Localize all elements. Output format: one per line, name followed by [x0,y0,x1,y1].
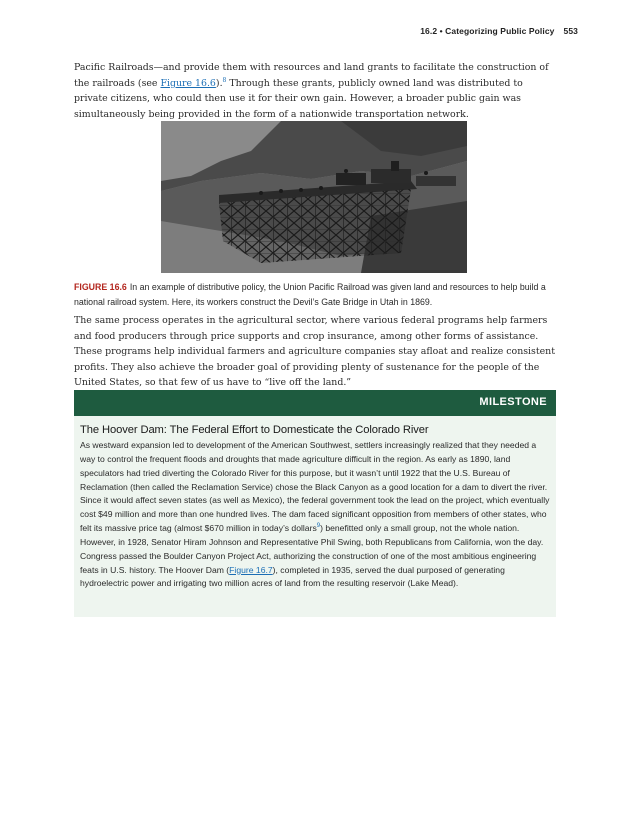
para1-text-mid: ). [215,77,223,89]
para1-text-start: Pacific Railroads—and provide them with resources and land grants to facilitate the construction of the railroads (see [74,62,549,89]
figure-16-6-link[interactable]: Figure 16.6 [160,77,216,89]
figure-label: FIGURE 16.6 [74,282,127,292]
milestone-body [80,439,550,591]
milestone-text-start: As westward expansion led to development of the American Southwest, settlers increasingly realized that they needed a way to control the frequent floods and droughts that made agriculture difficult in the region. As early as 1890, land speculators had tried diverting the Colorado River for this purpose, but it wasn’t until 1922 that the U.S. Bureau of Reclamation (then called the Reclamation Service) chose the Black Canyon as a good location for a dam to divert the river. Since it would affect seven states (as well as Mexico), the federal government took the lead on the project, which eventually cost $49 million and more than one hundred lives. The dam faced significant opposition from members of other states, who felt its massive price tag (almost $670 million in today’s dollars [80,440,550,534]
milestone-label: MILESTONE [479,396,547,408]
milestone-text-mid: ) benefitted only a small group, not the whole nation. However, in 1928, Senator Hiram Johnson and Representative Phil Swing, both Republicans from California, won the day. Congress passed the Boulder Canyon Project Act, authorizing the construction of one of the most ambitious engineering feats in U.S. history. The Hoover Dam ( [80,523,544,575]
figure-16-7-link[interactable]: Figure 16.7 [229,564,273,575]
figure-caption [74,280,556,310]
section-title: 16.2 • Categorizing Public Policy [420,26,555,36]
footnote-9-ref[interactable]: 9 [316,523,321,530]
running-header [420,26,578,36]
milestone-title: The Hoover Dam: The Federal Effort to Domesticate the Colorado River [80,424,429,436]
milestone-text-end: ), completed in 1935, served the dual purposed of generating hydroelectric power and irrigating two million acres of land from the resulting reservoir (Lake Mead). [80,564,505,589]
page-number: 553 [563,26,578,36]
agriculture-paragraph: The same process operates in the agricultural sector, where various federal programs help farmers and food producers through price supports and crop insurance, among other forms of assistance. These programs help individual farmers and agriculture companies stay afloat and realize consistent profits. They also achieve the broader goal of providing plenty of sustenance for the people of the United States, so that few of us have to “live off the land.” [74,315,555,389]
intro-paragraph [74,60,556,122]
railroad-bridge-photo [161,121,467,273]
footnote-8-ref[interactable]: 8 [222,76,227,84]
figure-caption-text: In an example of distributive policy, the Union Pacific Railroad was given land and resources to help build a national railroad system. Here, its workers construct the Devil’s Gate Bridge in Utah in 1869. [74,282,546,307]
milestone-header [74,390,556,416]
para1-text-end: Through these grants, publicly owned land was distributed to private citizens, who could then use it for their own gain. However, a broader public gain was simultaneously being provided in the form of a nationwide transportation network. [74,77,523,120]
